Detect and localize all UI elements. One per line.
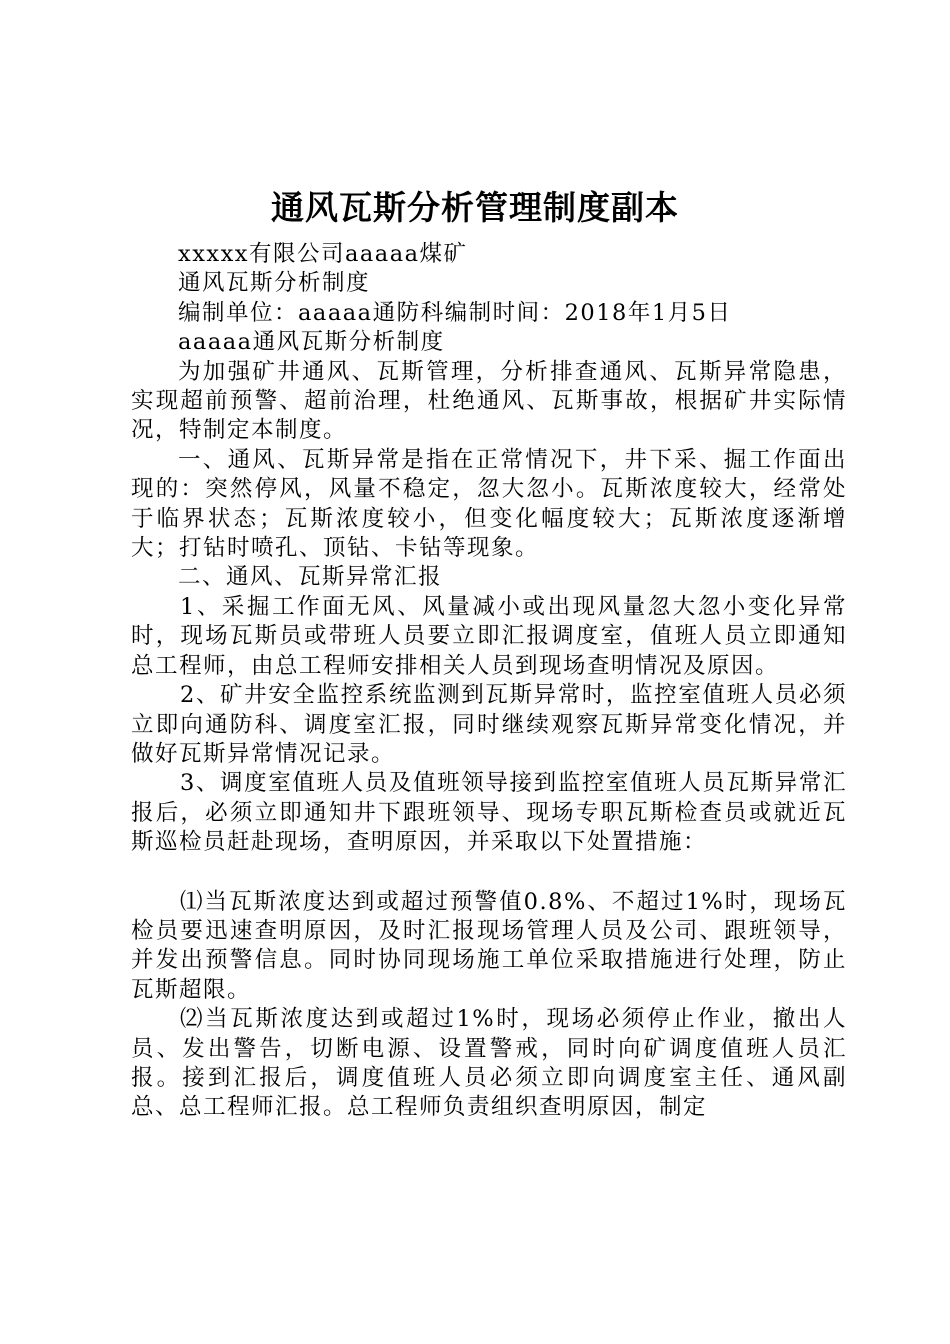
paragraph-intro: 为加强矿井通风、瓦斯管理，分析排查通风、瓦斯异常隐患，实现超前预警、超前治理，杜绝通风、瓦斯事故，根据矿井实际情况，特制定本制度。: [131, 358, 847, 444]
compile-info-line: 编制单位：aaaaa通防科编制时间：2018年1月5日: [178, 299, 732, 326]
company-line: xxxxx有限公司aaaaa煤矿: [178, 241, 468, 267]
document-body: [131, 240, 847, 1123]
system-name-line: 通风瓦斯分析制度: [178, 270, 371, 297]
system-title-line: aaaaa通风瓦斯分析制度: [178, 329, 445, 356]
paragraph-section-1: 一、通风、瓦斯异常是指在正常情况下，井下采、掘工作面出现的：突然停风，风量不稳定，忽大忽小。瓦斯浓度较大，经常处于临界状态；瓦斯浓度较小，但变化幅度较大；瓦斯浓度逐渐增大；打钻时喷孔、顶钻、卡钻等现象。: [131, 446, 847, 562]
document-title: 通风瓦斯分析管理制度副本: [271, 188, 679, 227]
paragraph-item-3: 3、调度室值班人员及值班领导接到监控室值班人员瓦斯异常汇报后，必须立即通知井下跟班领导、现场专职瓦斯检查员或就近瓦斯巡检员赶赴现场，查明原因，并采取以下处置措施：: [131, 770, 847, 856]
paragraph-subitem-1: ⑴当瓦斯浓度达到或超过预警值0.8%、不超过1%时，现场瓦检员要迅速查明原因，及时汇报现场管理人员及公司、跟班领导，并发出预警信息。同时协同现场施工单位采取措施进行处理，防止瓦斯超限。: [131, 888, 847, 1003]
paragraph-item-2: 2、矿井安全监控系统监测到瓦斯异常时，监控室值班人员必须立即向通防科、调度室汇报，同时继续观察瓦斯异常变化情况，并做好瓦斯异常情况记录。: [131, 682, 847, 767]
paragraph-subitem-2: ⑵当瓦斯浓度达到或超过1%时，现场必须停止作业，撤出人员、发出警告，切断电源、设置警戒，同时向矿调度值班人员汇报。接到汇报后，调度值班人员必须立即向调度室主任、通风副总、总工程师汇报。总工程师负责组织查明原因，制定: [131, 1006, 847, 1121]
paragraph-item-1: 1、采掘工作面无风、风量减小或出现风量忽大忽小变化异常时，现场瓦斯员或带班人员要立即汇报调度室，值班人员立即通知总工程师，由总工程师安排相关人员到现场查明情况及原因。: [131, 593, 847, 679]
blank-line: [131, 858, 847, 888]
heading-section-2: 二、通风、瓦斯异常汇报: [178, 564, 443, 591]
